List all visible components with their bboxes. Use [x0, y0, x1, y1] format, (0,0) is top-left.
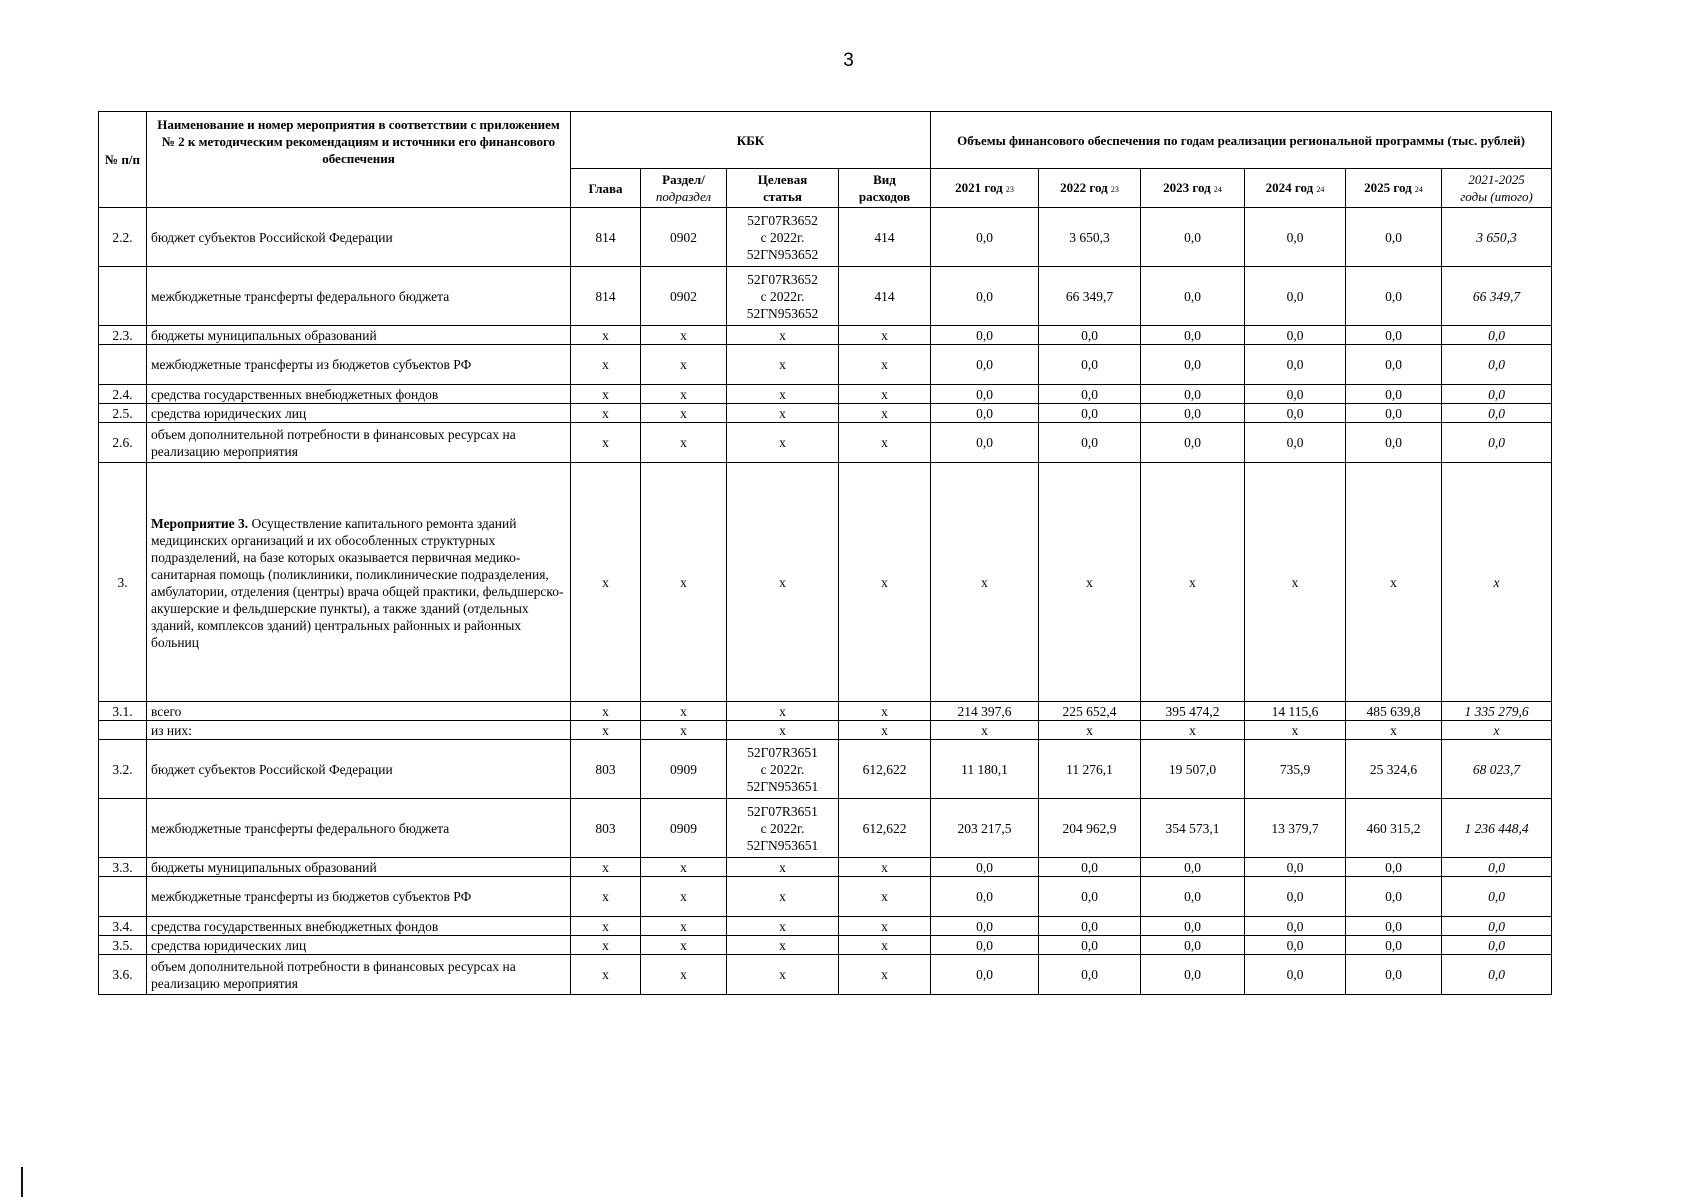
row-2025: 0,0	[1346, 385, 1442, 404]
row-2022: 0,0	[1039, 877, 1141, 917]
row-2025: 0,0	[1346, 267, 1442, 326]
row-vid: x	[839, 423, 931, 463]
row-2022: 3 650,3	[1039, 208, 1141, 267]
row-total: x	[1442, 721, 1552, 740]
row-num	[99, 799, 147, 858]
scan-mark	[21, 1167, 23, 1197]
row-2023: 0,0	[1141, 858, 1245, 877]
row-vid: x	[839, 404, 931, 423]
activity-title: Мероприятие 3.	[151, 516, 249, 531]
header-volumes: Объемы финансового обеспечения по годам реализации региональной программы (тыс. рублей)	[931, 112, 1552, 169]
row-2021: 11 180,1	[931, 740, 1039, 799]
row-2021: 0,0	[931, 858, 1039, 877]
row-name: из них:	[147, 721, 571, 740]
header-kbk: КБК	[571, 112, 931, 169]
financing-table	[98, 111, 1552, 995]
header-year-2023: 2023 год 24	[1141, 169, 1245, 208]
table-row	[99, 740, 1552, 799]
row-razdel: x	[641, 721, 727, 740]
row-2021: 0,0	[931, 267, 1039, 326]
row-total: 68 023,7	[1442, 740, 1552, 799]
row-2021: x	[931, 721, 1039, 740]
row-2025: 0,0	[1346, 423, 1442, 463]
row-razdel: x	[641, 385, 727, 404]
row-2023: 19 507,0	[1141, 740, 1245, 799]
row-2023: 0,0	[1141, 936, 1245, 955]
row-razdel: x	[641, 702, 727, 721]
row-num	[99, 721, 147, 740]
row-celevaya: x	[727, 345, 839, 385]
row-glava: 803	[571, 740, 641, 799]
row-2022: 0,0	[1039, 955, 1141, 995]
row-vid: x	[839, 463, 931, 702]
header-vid: Вид расходов	[839, 169, 931, 208]
row-total: 0,0	[1442, 955, 1552, 995]
row-celevaya: x	[727, 404, 839, 423]
header-razdel: Раздел/ подраздел	[641, 169, 727, 208]
row-glava: x	[571, 917, 641, 936]
row-total: 3 650,3	[1442, 208, 1552, 267]
row-2022: 0,0	[1039, 385, 1141, 404]
header-year-2021: 2021 год 23	[931, 169, 1039, 208]
row-razdel: x	[641, 404, 727, 423]
row-name	[147, 463, 571, 702]
row-2023: 354 573,1	[1141, 799, 1245, 858]
row-razdel: x	[641, 917, 727, 936]
row-name: бюджеты муниципальных образований	[147, 326, 571, 345]
row-2024: 14 115,6	[1245, 702, 1346, 721]
row-total: 0,0	[1442, 423, 1552, 463]
row-2023: 0,0	[1141, 917, 1245, 936]
row-num: 3.	[99, 463, 147, 702]
row-num: 3.2.	[99, 740, 147, 799]
row-glava: x	[571, 936, 641, 955]
row-total: 1 236 448,4	[1442, 799, 1552, 858]
table-row	[99, 702, 1552, 721]
row-vid: x	[839, 721, 931, 740]
row-name: межбюджетные трансферты из бюджетов субъектов РФ	[147, 877, 571, 917]
row-2023: 0,0	[1141, 955, 1245, 995]
row-2025: 0,0	[1346, 208, 1442, 267]
row-2022: 0,0	[1039, 917, 1141, 936]
header-total: 2021-2025 годы (итого)	[1442, 169, 1552, 208]
row-2022: x	[1039, 721, 1141, 740]
row-2024: 13 379,7	[1245, 799, 1346, 858]
header-glava: Глава	[571, 169, 641, 208]
header-name: Наименование и номер мероприятия в соответствии с приложением № 2 к методическим рекомендациям и источники его финансового обеспечения	[147, 112, 571, 208]
row-num	[99, 877, 147, 917]
row-2024: 0,0	[1245, 404, 1346, 423]
table-row	[99, 858, 1552, 877]
row-num: 2.3.	[99, 326, 147, 345]
table-row	[99, 267, 1552, 326]
row-2024: 0,0	[1245, 345, 1346, 385]
row-name: средства государственных внебюджетных фондов	[147, 385, 571, 404]
row-2025: 0,0	[1346, 955, 1442, 995]
row-2022: 204 962,9	[1039, 799, 1141, 858]
activity-description: Осуществление капитального ремонта зданий медицинских организаций и их обособленных структурных подразделений, на базе которых оказывается первичная медико-санитарная помощь (поликлиники, поликлинические подразделения, амбулатории, отделения (центры) врача общей практики, фельдшерско-акушерские и фельдшерские пункты), а также зданий (отдельных зданий, комплексов зданий) центральных районных и районных больниц	[151, 516, 564, 650]
row-glava: x	[571, 326, 641, 345]
table-row	[99, 423, 1552, 463]
row-2023: 0,0	[1141, 423, 1245, 463]
row-2022: 225 652,4	[1039, 702, 1141, 721]
table-row	[99, 463, 1552, 702]
row-total: 0,0	[1442, 917, 1552, 936]
row-vid: x	[839, 326, 931, 345]
row-2025: 0,0	[1346, 404, 1442, 423]
row-glava: x	[571, 385, 641, 404]
row-num	[99, 345, 147, 385]
row-2024: 735,9	[1245, 740, 1346, 799]
row-2021: 0,0	[931, 936, 1039, 955]
row-razdel: x	[641, 345, 727, 385]
row-num: 3.1.	[99, 702, 147, 721]
row-razdel: 0902	[641, 208, 727, 267]
row-2024: 0,0	[1245, 858, 1346, 877]
row-vid: x	[839, 345, 931, 385]
row-total: 0,0	[1442, 858, 1552, 877]
header-year-2025: 2025 год 24	[1346, 169, 1442, 208]
row-2022: 11 276,1	[1039, 740, 1141, 799]
row-2024: 0,0	[1245, 936, 1346, 955]
row-2022: 0,0	[1039, 326, 1141, 345]
row-vid: 414	[839, 208, 931, 267]
row-total: 0,0	[1442, 936, 1552, 955]
row-name: средства юридических лиц	[147, 404, 571, 423]
row-num: 2.6.	[99, 423, 147, 463]
row-2021: 203 217,5	[931, 799, 1039, 858]
row-2024: 0,0	[1245, 955, 1346, 995]
row-2023: 0,0	[1141, 404, 1245, 423]
table-row	[99, 955, 1552, 995]
row-2024: 0,0	[1245, 326, 1346, 345]
row-2025: 0,0	[1346, 326, 1442, 345]
row-celevaya: x	[727, 721, 839, 740]
row-glava: 814	[571, 267, 641, 326]
row-2021: 0,0	[931, 404, 1039, 423]
table-row	[99, 917, 1552, 936]
row-2024: x	[1245, 463, 1346, 702]
row-2023: 0,0	[1141, 267, 1245, 326]
row-razdel: x	[641, 877, 727, 917]
row-2021: 0,0	[931, 326, 1039, 345]
row-num: 3.5.	[99, 936, 147, 955]
row-2025: 0,0	[1346, 858, 1442, 877]
row-name: средства государственных внебюджетных фондов	[147, 917, 571, 936]
row-name: бюджеты муниципальных образований	[147, 858, 571, 877]
table-row	[99, 385, 1552, 404]
row-2025: 0,0	[1346, 936, 1442, 955]
row-2021: 0,0	[931, 877, 1039, 917]
row-name: межбюджетные трансферты из бюджетов субъектов РФ	[147, 345, 571, 385]
row-celevaya: x	[727, 423, 839, 463]
row-2023: 395 474,2	[1141, 702, 1245, 721]
row-razdel: x	[641, 463, 727, 702]
row-vid: x	[839, 385, 931, 404]
row-vid: 612,622	[839, 740, 931, 799]
row-2021: 0,0	[931, 208, 1039, 267]
row-2023: 0,0	[1141, 208, 1245, 267]
row-num: 2.5.	[99, 404, 147, 423]
row-vid: x	[839, 917, 931, 936]
row-vid: x	[839, 877, 931, 917]
row-vid: x	[839, 955, 931, 995]
row-name: бюджет субъектов Российской Федерации	[147, 208, 571, 267]
row-celevaya: x	[727, 463, 839, 702]
row-num: 3.6.	[99, 955, 147, 995]
row-razdel: 0902	[641, 267, 727, 326]
row-celevaya: x	[727, 326, 839, 345]
row-2022: 0,0	[1039, 858, 1141, 877]
row-2024: 0,0	[1245, 208, 1346, 267]
row-2023: x	[1141, 721, 1245, 740]
row-razdel: 0909	[641, 799, 727, 858]
row-glava: x	[571, 858, 641, 877]
row-name: межбюджетные трансферты федерального бюджета	[147, 799, 571, 858]
header-num: № п/п	[99, 112, 147, 208]
row-vid: 414	[839, 267, 931, 326]
row-total: 1 335 279,6	[1442, 702, 1552, 721]
table-row	[99, 799, 1552, 858]
row-celevaya: 52Г07R3652 с 2022г. 52ГN953652	[727, 267, 839, 326]
row-glava: x	[571, 463, 641, 702]
row-total: 0,0	[1442, 877, 1552, 917]
row-2022: x	[1039, 463, 1141, 702]
row-2022: 0,0	[1039, 404, 1141, 423]
row-total: 0,0	[1442, 385, 1552, 404]
row-celevaya: x	[727, 877, 839, 917]
row-2022: 66 349,7	[1039, 267, 1141, 326]
page-number: 3	[843, 50, 854, 71]
row-name: всего	[147, 702, 571, 721]
row-total: x	[1442, 463, 1552, 702]
row-2024: 0,0	[1245, 385, 1346, 404]
header-year-2024: 2024 год 24	[1245, 169, 1346, 208]
row-vid: x	[839, 858, 931, 877]
row-glava: 803	[571, 799, 641, 858]
row-num: 2.2.	[99, 208, 147, 267]
row-celevaya: x	[727, 955, 839, 995]
row-2023: 0,0	[1141, 877, 1245, 917]
row-2021: x	[931, 463, 1039, 702]
row-celevaya: 52Г07R3651 с 2022г. 52ГN953651	[727, 740, 839, 799]
row-2025: x	[1346, 721, 1442, 740]
row-name: объем дополнительной потребности в финансовых ресурсах на реализацию мероприятия	[147, 955, 571, 995]
row-2021: 214 397,6	[931, 702, 1039, 721]
row-name: средства юридических лиц	[147, 936, 571, 955]
row-glava: x	[571, 955, 641, 995]
row-num	[99, 267, 147, 326]
row-2022: 0,0	[1039, 345, 1141, 385]
row-2024: 0,0	[1245, 267, 1346, 326]
header-year-2022: 2022 год 23	[1039, 169, 1141, 208]
row-razdel: x	[641, 423, 727, 463]
row-2021: 0,0	[931, 917, 1039, 936]
row-2022: 0,0	[1039, 936, 1141, 955]
row-2023: 0,0	[1141, 385, 1245, 404]
row-razdel: x	[641, 858, 727, 877]
row-2025: 0,0	[1346, 917, 1442, 936]
row-total: 0,0	[1442, 404, 1552, 423]
row-2022: 0,0	[1039, 423, 1141, 463]
row-2025: 25 324,6	[1346, 740, 1442, 799]
row-2023: 0,0	[1141, 326, 1245, 345]
header-celevaya: Целевая статья	[727, 169, 839, 208]
row-vid: x	[839, 936, 931, 955]
row-2025: 0,0	[1346, 345, 1442, 385]
row-glava: x	[571, 423, 641, 463]
row-total: 0,0	[1442, 345, 1552, 385]
row-razdel: x	[641, 955, 727, 995]
row-2021: 0,0	[931, 955, 1039, 995]
row-2023: x	[1141, 463, 1245, 702]
table-row	[99, 208, 1552, 267]
row-glava: x	[571, 721, 641, 740]
row-celevaya: x	[727, 702, 839, 721]
table-row	[99, 936, 1552, 955]
row-vid: x	[839, 702, 931, 721]
row-2025: 460 315,2	[1346, 799, 1442, 858]
row-razdel: 0909	[641, 740, 727, 799]
row-2024: 0,0	[1245, 423, 1346, 463]
row-2025: 0,0	[1346, 877, 1442, 917]
row-glava: 814	[571, 208, 641, 267]
table-row	[99, 326, 1552, 345]
row-2025: x	[1346, 463, 1442, 702]
row-celevaya: 52Г07R3652 с 2022г. 52ГN953652	[727, 208, 839, 267]
row-celevaya: x	[727, 917, 839, 936]
row-celevaya: x	[727, 858, 839, 877]
row-2023: 0,0	[1141, 345, 1245, 385]
row-2021: 0,0	[931, 345, 1039, 385]
row-2024: 0,0	[1245, 917, 1346, 936]
row-total: 0,0	[1442, 326, 1552, 345]
row-glava: x	[571, 345, 641, 385]
row-num: 3.4.	[99, 917, 147, 936]
table-row	[99, 721, 1552, 740]
table-row	[99, 877, 1552, 917]
row-2021: 0,0	[931, 423, 1039, 463]
row-glava: x	[571, 702, 641, 721]
row-2021: 0,0	[931, 385, 1039, 404]
row-razdel: x	[641, 326, 727, 345]
table-row	[99, 345, 1552, 385]
row-celevaya: x	[727, 385, 839, 404]
row-name: бюджет субъектов Российской Федерации	[147, 740, 571, 799]
row-name: межбюджетные трансферты федерального бюджета	[147, 267, 571, 326]
row-num: 2.4.	[99, 385, 147, 404]
row-name: объем дополнительной потребности в финансовых ресурсах на реализацию мероприятия	[147, 423, 571, 463]
table-row	[99, 404, 1552, 423]
row-2025: 485 639,8	[1346, 702, 1442, 721]
row-vid: 612,622	[839, 799, 931, 858]
row-glava: x	[571, 404, 641, 423]
row-total: 66 349,7	[1442, 267, 1552, 326]
row-celevaya: 52Г07R3651 с 2022г. 52ГN953651	[727, 799, 839, 858]
row-2024: x	[1245, 721, 1346, 740]
row-num: 3.3.	[99, 858, 147, 877]
row-razdel: x	[641, 936, 727, 955]
row-celevaya: x	[727, 936, 839, 955]
row-2024: 0,0	[1245, 877, 1346, 917]
row-glava: x	[571, 877, 641, 917]
